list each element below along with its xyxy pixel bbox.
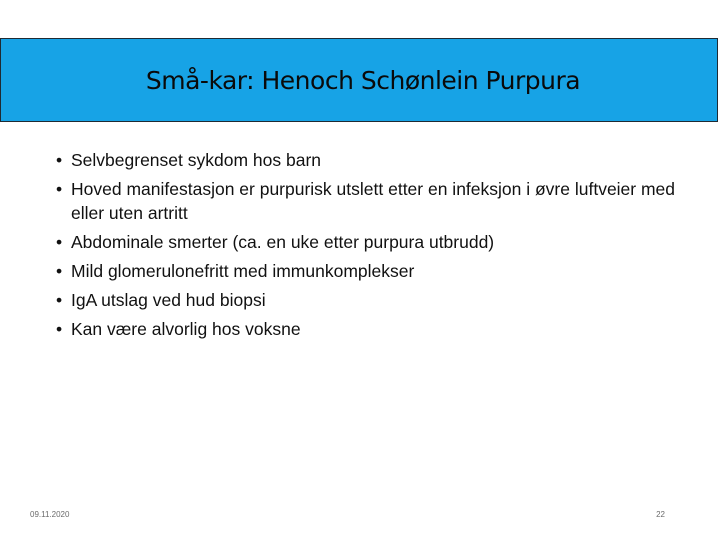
bullet-text: IgA utslag ved hud biopsi (71, 290, 266, 310)
bullet-text: Kan være alvorlig hos voksne (71, 319, 301, 339)
slide-title: Små-kar: Henoch Schønlein Purpura (145, 65, 581, 95)
bullet-item (56, 259, 696, 283)
bullet-dot-icon: • (56, 290, 63, 310)
footer-date: 09.11.2020 (30, 510, 70, 519)
bullet-list (56, 148, 696, 346)
bullet-item (56, 230, 696, 254)
bullet-dot-icon: • (56, 261, 63, 281)
bullet-item (56, 177, 696, 225)
bullet-item (56, 317, 696, 341)
bullet-text: Abdominale smerter (ca. en uke etter purpura utbrudd) (71, 232, 495, 252)
bullet-item (56, 148, 696, 172)
bullet-dot-icon: • (56, 319, 63, 339)
bullet-text: Selvbegrenset sykdom hos barn (71, 150, 321, 170)
page-number: 22 (656, 510, 665, 519)
bullet-text: Hoved manifestasjon er purpurisk utslett etter en infeksjon i øvre luftveier med eller uten artritt (71, 179, 676, 223)
title-banner (0, 38, 718, 122)
bullet-dot-icon: • (56, 232, 63, 252)
bullet-dot-icon: • (56, 150, 63, 170)
bullet-item (56, 288, 696, 312)
bullet-dot-icon: • (56, 179, 63, 199)
bullet-text: Mild glomerulonefritt med immunkomplekser (71, 261, 415, 281)
